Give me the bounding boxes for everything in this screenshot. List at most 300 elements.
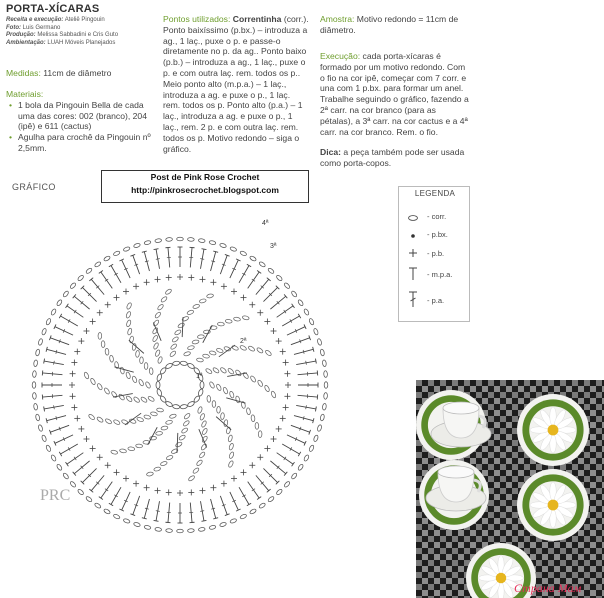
chart-chain	[320, 414, 325, 421]
round-label-2: 2ª	[240, 338, 247, 345]
chart-chain	[85, 496, 92, 503]
chart-chain	[175, 441, 183, 447]
chart-chain	[105, 418, 113, 425]
chart-chain	[109, 355, 114, 362]
chart-chain	[125, 311, 131, 319]
medidas-text: 11cm de diâmetro	[43, 68, 112, 78]
chart-chain	[205, 368, 213, 375]
chart-stitch	[142, 251, 147, 252]
chart-stitch	[99, 497, 103, 500]
pontos-body: (corr.). Ponto baixíssimo (p.bx.) – introduza a ag., 1 laç., puxe o p. e passe-o diretamente no p. da ag.. Ponto baixo (p.b.) – introduza a ag., 1 laç., puxe o p. e com outra laç. rem. todos os p.. Meio ponto alto (m.p.a.) – 1 laç., introduza a ag. e puxe o p., 1 laç. rem. todos os p. Ponto alto (p.a.) – 1 laç., introduza a ag. e puxe o p., 1 laç., rem. 2 p. e com outra laç. rem. todos os p. Motivo redondo – siga o gráfico.	[163, 14, 309, 154]
watermark-line2: http://pinkrosecrochet.blogspot.com	[131, 185, 279, 195]
chart-stitch	[46, 347, 47, 352]
chart-chain	[144, 363, 148, 370]
page-title: PORTA-XÍCARAS	[6, 3, 100, 15]
legend-label: - m.p.a.	[427, 270, 453, 279]
chart-chain	[125, 372, 131, 380]
chart-chain	[324, 382, 328, 389]
chart-chain	[145, 381, 152, 389]
chart-chain	[177, 237, 184, 241]
chart-stitch	[306, 361, 307, 365]
chart-chain	[136, 417, 144, 423]
chart-chain	[209, 240, 216, 245]
chart-stitch	[56, 416, 57, 420]
chart-chain	[255, 422, 259, 429]
chart-chain	[177, 529, 184, 533]
chart-chain	[228, 435, 233, 443]
chart-chain	[128, 447, 135, 451]
chart-chain	[196, 358, 203, 363]
chart-stitch	[74, 310, 76, 313]
chart-chain	[103, 387, 110, 395]
chart-chain	[202, 354, 209, 359]
chart-chain	[62, 472, 69, 479]
photo-caption: Страна Мам	[514, 581, 582, 595]
chart-chain	[276, 274, 283, 281]
chart-chain	[166, 237, 173, 241]
chart-chain	[183, 413, 190, 420]
chart-chain	[249, 255, 257, 261]
chart-chain	[187, 309, 195, 315]
chart-chain	[172, 336, 180, 343]
chart-chain	[172, 404, 180, 409]
execucao-label: Execução:	[320, 51, 361, 61]
chart-chain	[188, 475, 196, 482]
chart-chain	[32, 371, 36, 378]
legend-label: - corr.	[427, 212, 447, 221]
chart-chain	[140, 396, 148, 403]
chart-chain	[206, 294, 213, 299]
chart-chain	[212, 401, 216, 408]
chart-stitch	[211, 508, 215, 509]
chart-chain	[265, 349, 273, 356]
chart-chain	[156, 431, 163, 435]
chart-chain	[183, 420, 191, 427]
chart-stitch	[252, 279, 255, 281]
chart-chain	[267, 267, 274, 274]
chart-chain	[270, 391, 276, 399]
materiais-item: • Agulha para crochê da Pingouin nº 2,5mm.	[18, 132, 156, 154]
chart-chain	[201, 428, 208, 436]
chart-stitch	[257, 497, 261, 500]
medidas-label: Medidas:	[6, 68, 41, 78]
chart-stitch	[303, 416, 304, 420]
legend-symbols	[400, 206, 426, 316]
chart-chain	[138, 379, 144, 387]
chart-chain	[192, 340, 199, 345]
chart-chain	[38, 338, 43, 345]
chart-chain	[118, 393, 125, 400]
chart-stitch	[154, 249, 159, 250]
chart-stitch	[105, 489, 108, 491]
chart-chain	[209, 350, 217, 355]
credit-line: Receita e execução: Ateliê Pingouin	[6, 17, 105, 23]
chart-stitch	[213, 518, 218, 519]
pontos-label: Pontos utilizados:	[163, 14, 231, 24]
chart-chain	[239, 345, 247, 351]
chart-chain	[283, 481, 290, 488]
chart-chain	[45, 445, 51, 453]
chart-stitch	[54, 361, 55, 365]
chart-chain	[38, 424, 43, 431]
chart-stitch	[156, 511, 160, 512]
chart-chain	[147, 395, 155, 402]
chart-chain	[256, 347, 264, 354]
chart-chain	[201, 420, 207, 428]
chart-chain	[251, 415, 255, 422]
chart-chain	[169, 350, 176, 357]
chart-chain	[249, 508, 257, 514]
chart-chain	[235, 396, 240, 404]
chart-chain	[207, 395, 211, 402]
chart-chain	[217, 322, 224, 326]
chart-chain	[222, 387, 228, 395]
chart-stitch	[313, 347, 314, 352]
chart-chain	[258, 431, 262, 438]
chart-chain	[140, 357, 144, 364]
chart-chain	[45, 318, 51, 326]
dica-text: a peça também pode ser usada como porta-copos.	[320, 147, 465, 168]
cup-1-rim	[443, 402, 479, 414]
chart-chain	[229, 391, 235, 399]
chart-chain	[177, 322, 185, 328]
chart-chain	[111, 450, 118, 455]
chart-chain	[217, 406, 221, 413]
chart-chain	[283, 282, 290, 289]
chart-chain	[77, 488, 84, 495]
chart-chain	[50, 308, 56, 316]
round-label-3: 3ª	[270, 243, 277, 250]
chart-stitch	[44, 407, 45, 412]
chart-chain	[165, 420, 172, 425]
credit-line: Produção: Melissa Sabbadini e Cris Guto	[6, 32, 119, 38]
chart-chain	[276, 488, 283, 495]
chart-chain	[320, 349, 325, 356]
chart-chain	[35, 414, 40, 421]
chart-stitch	[202, 249, 207, 250]
chart-stitch	[284, 310, 286, 313]
chart-chain	[303, 308, 309, 316]
chart-chain	[178, 434, 186, 441]
chart-chain	[156, 408, 163, 413]
chart-chain	[198, 238, 205, 243]
chart-chain	[50, 454, 56, 462]
chart-chain	[88, 413, 96, 420]
chart-chain	[297, 299, 304, 306]
chart-chain	[187, 529, 194, 533]
chart-chain	[165, 288, 173, 295]
chart-chain	[146, 472, 153, 477]
chart-stitch	[252, 489, 255, 491]
chart-chain	[209, 381, 216, 389]
chart-chain	[196, 459, 203, 466]
chart-chain	[227, 368, 234, 375]
chart-chain	[156, 373, 162, 381]
chart-stitch	[202, 520, 207, 521]
chart-chain	[120, 367, 125, 375]
chart-chain	[220, 367, 227, 374]
chart-chain	[160, 296, 168, 303]
legend-label: - p.bx.	[427, 230, 448, 239]
chart-chain	[192, 467, 200, 474]
chart-chain	[156, 388, 162, 396]
chart-chain	[154, 311, 161, 318]
chart-stitch	[74, 457, 76, 460]
chart-chain	[69, 481, 76, 488]
single-crochet-cross-icon	[409, 249, 417, 257]
chart-chain	[197, 334, 204, 338]
chart-stitch	[303, 350, 304, 354]
chart-stitch	[156, 259, 160, 260]
half-double-t-icon	[409, 268, 417, 280]
chart-stitch	[292, 462, 295, 466]
chart-stitch	[105, 279, 108, 281]
chart-chain	[228, 460, 234, 468]
chart-chain	[322, 360, 327, 367]
chart-stitch	[203, 325, 212, 343]
chart-stitch	[54, 405, 55, 409]
chart-chain	[123, 518, 130, 524]
round-label-1: 1ª	[196, 373, 203, 380]
chart-chain	[83, 372, 89, 380]
chart-stitch	[313, 418, 314, 423]
chart-chain	[135, 350, 139, 357]
chart-chain	[153, 466, 160, 471]
prc-watermark: PRC	[40, 487, 71, 504]
chart-chain	[216, 348, 224, 354]
chart-chain	[94, 261, 101, 268]
chart-chain	[169, 413, 177, 418]
chart-chain	[324, 392, 328, 399]
chart-chain	[174, 329, 182, 336]
chart-chain	[69, 282, 76, 289]
chart-stitch	[99, 271, 103, 274]
chart-chain	[308, 318, 314, 326]
chart-stitch	[44, 359, 45, 364]
chart-stitch	[66, 462, 69, 466]
chart-stitch	[284, 457, 286, 460]
chart-chain	[132, 376, 138, 384]
chart-chain	[212, 367, 220, 374]
chart-chain	[228, 443, 234, 451]
chart-chain	[56, 464, 63, 471]
chart-chain	[41, 328, 47, 335]
credits-block	[6, 17, 166, 47]
chart-chain	[219, 522, 226, 527]
chart-chain	[259, 502, 266, 509]
chart-chain	[220, 413, 224, 420]
coaster-flower-center	[548, 425, 559, 436]
chart-chain	[150, 411, 157, 416]
chart-chain	[41, 435, 47, 442]
coaster-photo	[416, 380, 604, 598]
chart-chain	[230, 518, 237, 524]
medidas-section	[6, 68, 111, 79]
chart-chain	[187, 401, 195, 408]
chart-chain	[35, 349, 40, 356]
chart-stitch	[257, 271, 261, 274]
chart-chain	[225, 319, 232, 323]
chart-chain	[242, 315, 249, 320]
chart-chain	[324, 371, 328, 378]
chart-stitch	[292, 304, 295, 308]
chart-chain	[127, 328, 132, 336]
chart-chain	[297, 464, 304, 471]
chart-chain	[126, 302, 132, 310]
chart-stitch	[306, 405, 307, 409]
chart-chain	[303, 454, 309, 462]
chart-chain	[209, 525, 216, 530]
execucao-text: cada porta-xícaras é formado por um motivo redondo. Com o fio na cor ipê, começar com 7 corr. e una com 1 p.bx. para formar um anel. Trabalhe seguindo o gráfico, fazendo a 2ª carr. na cor branco (para as pétalas), a 3ª carr. na cor cactus e a 4ª carr. na cor branco. Rem. o fio.	[320, 51, 469, 137]
chart-chain	[101, 341, 105, 348]
amostra-text: Motivo redondo = 11cm de diâmetro.	[320, 14, 459, 35]
chart-chain	[267, 496, 274, 503]
chart-chain	[229, 451, 235, 459]
chart-chain	[192, 304, 200, 310]
chart-chain	[240, 250, 248, 256]
photo-illustration	[416, 380, 604, 598]
chart-stitch	[148, 427, 157, 445]
chart-stitch	[142, 518, 147, 519]
legend-label: - p.b.	[427, 249, 445, 258]
chart-chain	[113, 250, 121, 256]
chart-chain	[160, 461, 168, 467]
chart-chain	[230, 246, 237, 252]
coaster-flower-center	[548, 500, 559, 511]
chart-chain	[144, 240, 151, 245]
chart-chain	[32, 392, 36, 399]
chart-chain	[322, 403, 327, 410]
chart-chain	[123, 246, 130, 252]
chart-chain	[199, 413, 205, 421]
chart-stitch	[315, 359, 316, 364]
chart-chain	[133, 243, 140, 248]
chart-chain	[308, 445, 314, 453]
chart-chain	[157, 304, 164, 311]
chart-chain	[198, 527, 205, 532]
chart-chain	[231, 345, 239, 351]
chart-stitch	[200, 511, 204, 512]
amostra-section	[320, 14, 470, 36]
chart-chain	[166, 455, 174, 461]
chart-chain	[233, 317, 240, 322]
chart-stitch	[213, 251, 218, 252]
chart-chain	[317, 424, 322, 431]
chart-chain	[56, 299, 63, 306]
coaster-flower-center	[496, 573, 507, 584]
chart-chain	[32, 382, 36, 389]
chart-chain	[125, 395, 132, 402]
chart-chain	[155, 349, 161, 357]
materiais-section	[6, 89, 156, 154]
chart-chain	[157, 356, 163, 364]
chart-chain	[136, 444, 143, 448]
chart-chain	[149, 368, 153, 375]
chart-chain	[156, 381, 160, 388]
chart-stitch	[200, 259, 204, 260]
chart-chain	[187, 237, 194, 241]
chart-chain	[98, 332, 102, 339]
credit-line: Ambientação: LUAH Móveis Planejados	[6, 39, 116, 46]
chart-chain	[103, 508, 111, 514]
materiais-item: • 1 bola da Pingouin Bella de cada uma das cores: 002 (branco), 204 (ipê) e 611 (cactus)	[18, 100, 156, 132]
chart-chain	[313, 435, 319, 442]
chart-chain	[235, 369, 242, 376]
chart-chain	[187, 345, 194, 350]
chart-chain	[172, 361, 180, 366]
chart-chain	[197, 406, 203, 414]
chart-chain	[155, 527, 162, 532]
chart-chain	[126, 320, 132, 328]
grafico-label: GRÁFICO	[12, 182, 56, 192]
chart-chain	[94, 502, 101, 509]
chart-chain	[165, 362, 173, 369]
chart-chain	[33, 360, 38, 367]
chart-chain	[161, 426, 168, 431]
chart-stitch	[145, 508, 149, 509]
chart-stitch	[315, 407, 316, 412]
chart-stitch	[56, 350, 57, 354]
pontos-section	[163, 14, 309, 154]
chart-chain	[153, 342, 159, 350]
chart-chain	[291, 290, 298, 297]
chain-oval-icon	[409, 216, 418, 221]
chart-stitch	[66, 304, 69, 308]
chart-chain	[103, 255, 111, 261]
chart-chain	[257, 379, 264, 387]
chart-chain	[33, 403, 38, 410]
chart-stitch	[46, 418, 47, 423]
chart-chain	[250, 375, 257, 383]
chart-chain	[121, 419, 129, 425]
chart-chain	[113, 419, 121, 425]
chart-chain	[216, 384, 222, 392]
chart-chain	[264, 385, 270, 393]
materiais-label: Materiais:	[6, 89, 44, 99]
chart-chain	[246, 408, 251, 415]
chart-chain	[113, 513, 121, 519]
chart-chain	[198, 388, 204, 396]
pontos-intro: Correntinha	[232, 14, 282, 24]
chart-chain	[313, 328, 319, 335]
amostra-label: Amostra:	[320, 14, 355, 24]
chart-chain	[219, 243, 226, 248]
chart-chain	[200, 381, 204, 388]
chart-chain	[248, 345, 256, 352]
execucao-section	[320, 51, 470, 137]
chart-chain	[144, 525, 151, 530]
chart-chain	[317, 338, 322, 345]
cup-2-rim	[438, 466, 474, 478]
chart-chain	[96, 416, 104, 423]
chart-chain	[199, 451, 206, 458]
crochet-chart	[0, 170, 400, 598]
chart-chain	[90, 378, 96, 386]
chart-chain	[183, 351, 191, 356]
legend-title: LEGENDA	[414, 189, 456, 198]
legend-label: - p.a.	[427, 296, 445, 305]
watermark-line1: Post de Pink Rose Crochet	[150, 172, 260, 182]
chart-chain	[144, 414, 152, 419]
chart-chain	[240, 513, 248, 519]
credit-line: Foto: Luis Germano	[6, 24, 61, 31]
chart-chain	[259, 261, 266, 268]
chart-chain	[155, 238, 162, 243]
dica-section	[320, 147, 470, 169]
chart-chain	[96, 383, 103, 391]
double-crochet-icon	[409, 292, 417, 307]
round-label-4: 4ª	[262, 220, 269, 227]
